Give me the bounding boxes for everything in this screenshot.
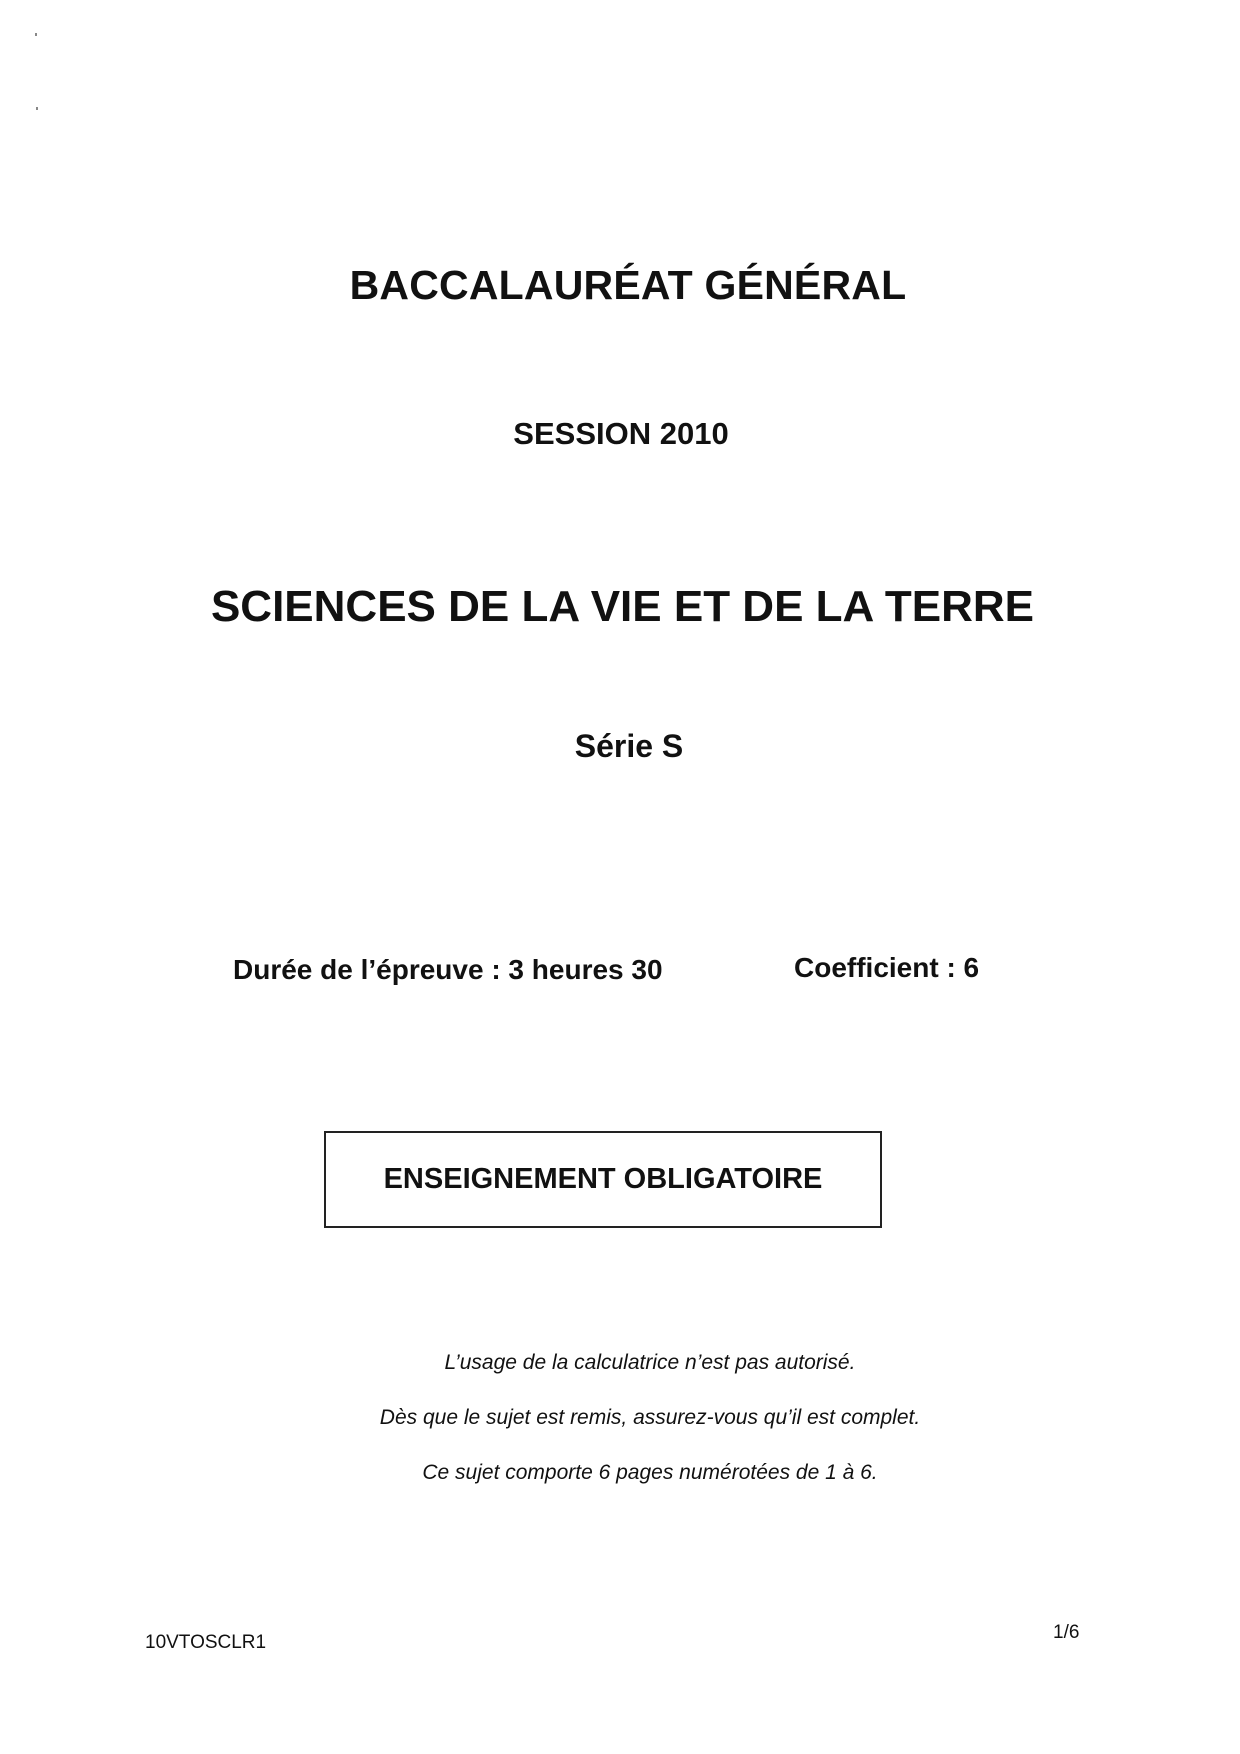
scan-speck bbox=[36, 107, 38, 110]
exam-title: BACCALAURÉAT GÉNÉRAL bbox=[349, 262, 907, 308]
exam-duration: Durée de l’épreuve : 3 heures 30 bbox=[233, 954, 663, 985]
track-label: ENSEIGNEMENT OBLIGATOIRE bbox=[383, 1163, 823, 1195]
note-completeness: Dès que le sujet est remis, assurez-vous qu’il est complet. bbox=[379, 1406, 921, 1429]
page-number: 1/6 bbox=[1053, 1622, 1080, 1643]
track-box bbox=[324, 1131, 882, 1228]
subject-title: SCIENCES DE LA VIE ET DE LA TERRE bbox=[210, 582, 1035, 631]
exam-coefficient: Coefficient : 6 bbox=[794, 952, 980, 983]
session-label: SESSION 2010 bbox=[513, 416, 729, 451]
note-page-count: Ce sujet comporte 6 pages numérotées de 1 à 6. bbox=[422, 1461, 878, 1484]
scan-speck bbox=[35, 33, 37, 36]
document-code: 10VTOSCLR1 bbox=[145, 1632, 267, 1653]
serie-label: Série S bbox=[574, 728, 684, 764]
note-calculator: L’usage de la calculatrice n’est pas autorisé. bbox=[444, 1351, 856, 1374]
